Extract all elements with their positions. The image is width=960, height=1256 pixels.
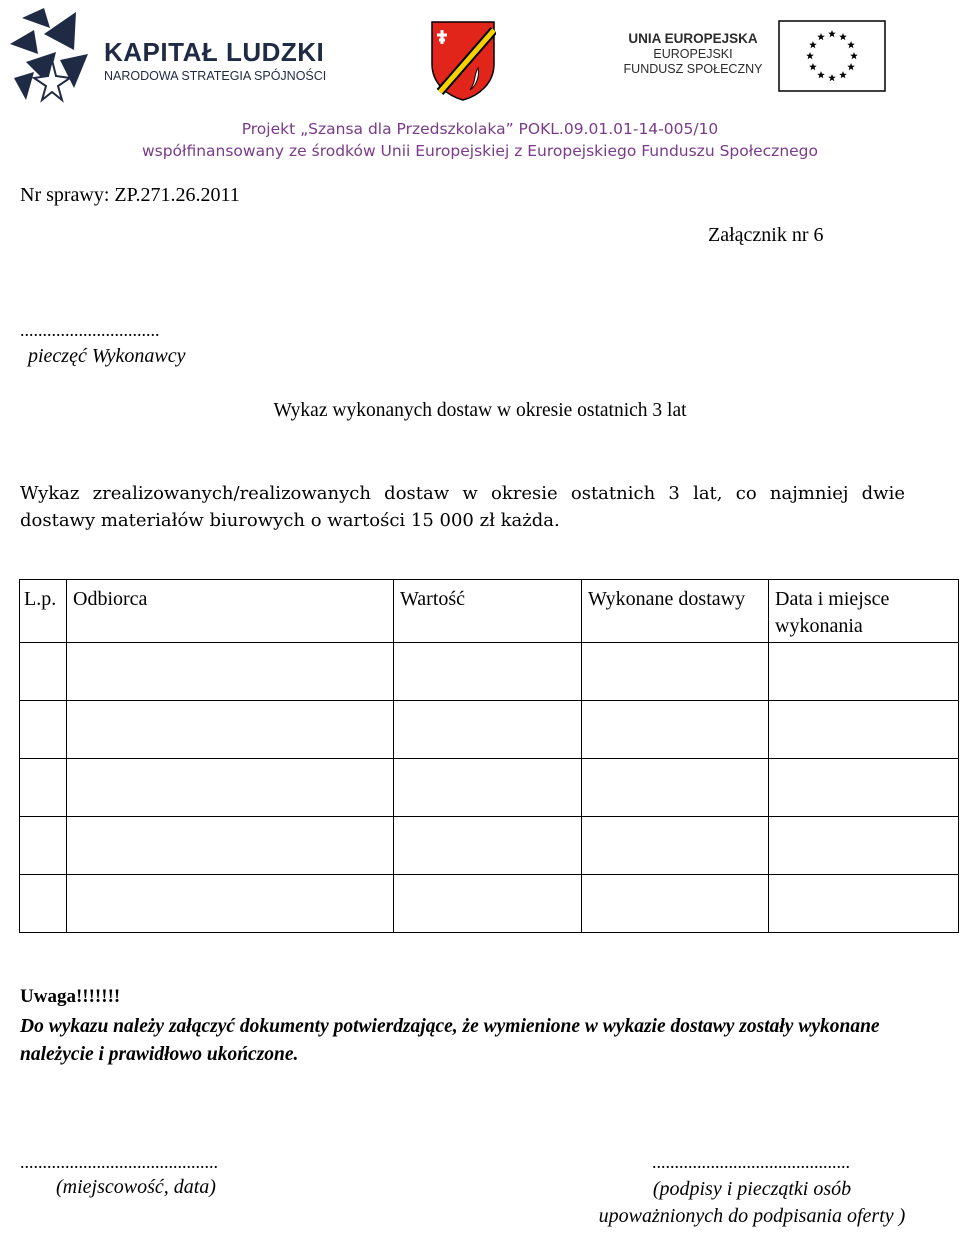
table-cell[interactable] <box>394 759 582 817</box>
table-cell[interactable] <box>67 759 394 817</box>
signature-dots: ............................................ <box>652 1152 850 1172</box>
table-cell[interactable] <box>20 759 67 817</box>
table-cell[interactable] <box>769 875 959 933</box>
table-row <box>20 643 959 701</box>
stamp-label: pieczęć Wykonawcy <box>28 345 186 367</box>
eu-flag-icon <box>778 20 886 92</box>
header-value: Wartość <box>394 580 582 643</box>
header-logos <box>0 0 960 112</box>
table-cell[interactable] <box>67 701 394 759</box>
document-description: Wykaz zrealizowanych/realizowanych dostaw w okresie ostatnich 3 lat, co najmniej dwie dostawy materiałów biurowych o wartości 15 000 zł każda. <box>20 483 905 531</box>
signature-label: (podpisy i pieczątki osób upoważnionych do podpisania oferty ) <box>598 1178 906 1227</box>
document-title: Wykaz wykonanych dostaw w okresie ostatnich 3 lat <box>273 400 687 421</box>
table-cell[interactable] <box>20 817 67 875</box>
project-line-1: Projekt „Szansa dla Przedszkolaka” POKL.09.01.01-14-005/10 <box>241 120 719 138</box>
table-cell[interactable] <box>67 875 394 933</box>
table-row <box>20 875 959 933</box>
note-title: Uwaga!!!!!!! <box>20 986 121 1007</box>
table-cell[interactable] <box>769 817 959 875</box>
kapital-ludzki-logo-icon <box>4 4 100 104</box>
header-lp: L.p. <box>20 580 67 643</box>
table-cell[interactable] <box>769 643 959 701</box>
table-cell[interactable] <box>582 643 769 701</box>
table-cell[interactable] <box>20 701 67 759</box>
table-cell[interactable] <box>20 643 67 701</box>
table-cell[interactable] <box>67 817 394 875</box>
kapital-ludzki-subtitle: NARODOWA STRATEGIA SPÓJNOŚCI <box>104 69 327 83</box>
table-cell[interactable] <box>582 817 769 875</box>
place-date-dots: ............................................ <box>20 1152 218 1172</box>
table-cell[interactable] <box>582 759 769 817</box>
project-line-2: współfinansowany ze środków Unii Europejskiej z Europejskiego Funduszu Społecznego <box>141 142 819 160</box>
table-row <box>20 817 959 875</box>
deliveries-table <box>19 579 959 933</box>
table-cell[interactable] <box>67 643 394 701</box>
table-cell[interactable] <box>769 759 959 817</box>
header-date-place: Data i miejsce wykonania <box>769 580 959 643</box>
eu-text <box>620 30 766 77</box>
stamp-dots: ............................... <box>20 320 160 340</box>
project-info <box>0 118 960 162</box>
header-deliveries: Wykonane dostawy <box>582 580 769 643</box>
table-cell[interactable] <box>394 701 582 759</box>
annex-label: Załącznik nr 6 <box>708 224 824 246</box>
kapital-ludzki-text <box>104 38 326 84</box>
table-cell[interactable] <box>20 875 67 933</box>
header-recipient: Odbiorca <box>67 580 394 643</box>
table-header-row <box>20 580 959 643</box>
eu-line-2: EUROPEJSKI <box>653 47 733 61</box>
table-cell[interactable] <box>769 701 959 759</box>
table-cell[interactable] <box>394 817 582 875</box>
note-text: Do wykazu należy załączyć dokumenty potwierdzające, że wymienione w wykazie dostawy zostały wykonane należycie i prawidłowo ukończone. <box>20 1016 880 1065</box>
table-cell[interactable] <box>582 875 769 933</box>
table-cell[interactable] <box>582 701 769 759</box>
table-cell[interactable] <box>394 875 582 933</box>
eu-line-1: UNIA EUROPEJSKA <box>628 31 758 46</box>
eu-line-3: FUNDUSZ SPOŁECZNY <box>623 62 763 76</box>
table-cell[interactable] <box>394 643 582 701</box>
case-number: Nr sprawy: ZP.271.26.2011 <box>20 184 240 206</box>
table-row <box>20 701 959 759</box>
kapital-ludzki-title: KAPITAŁ LUDZKI <box>104 37 325 67</box>
table-row <box>20 759 959 817</box>
coat-of-arms-icon <box>430 20 496 102</box>
place-date-label: (miejscowość, data) <box>56 1176 216 1198</box>
